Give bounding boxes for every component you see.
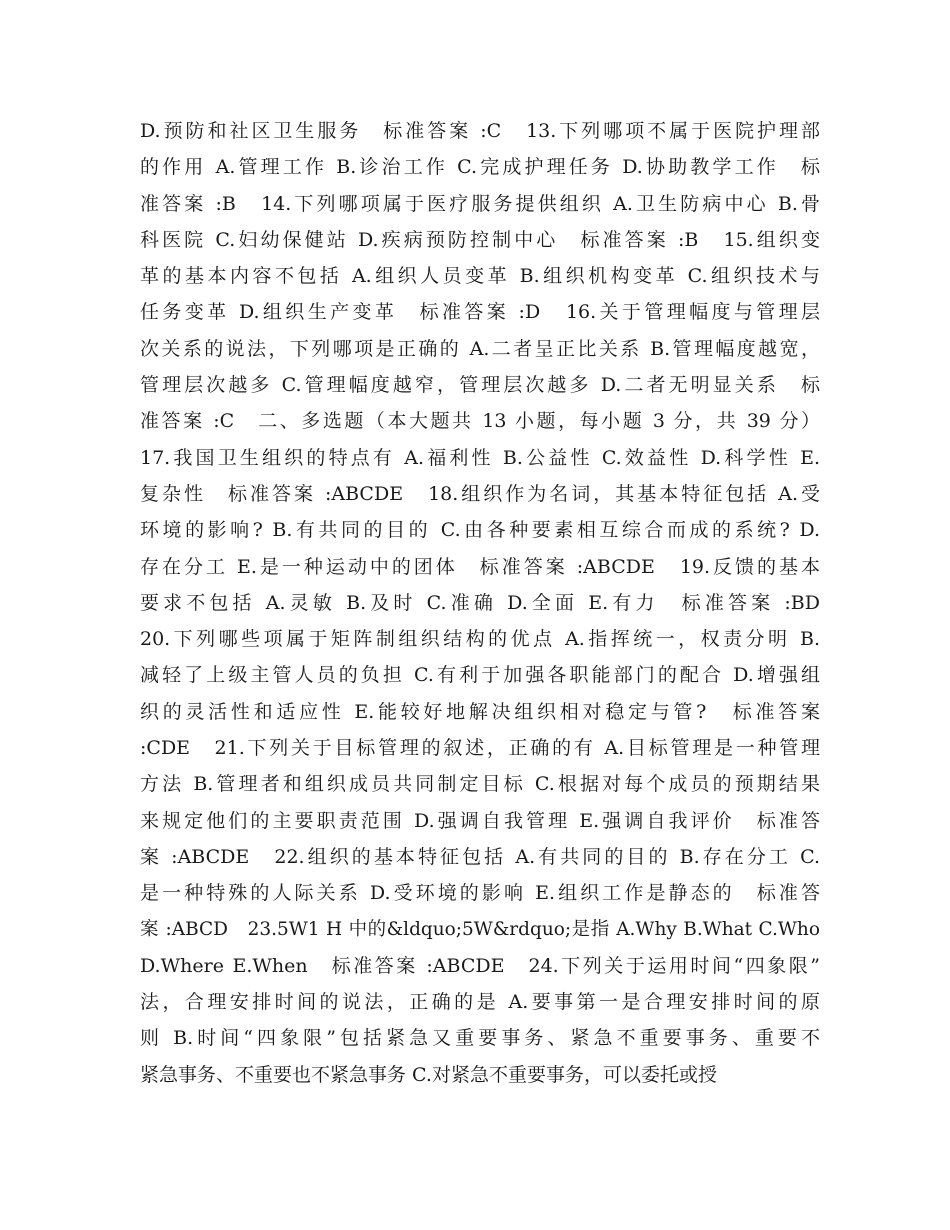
text-line: 的作用 A.管理工作 B.诊治工作 C.完成护理任务 D.协助教学工作 标 (140, 156, 820, 179)
text-line: 管理层次越多 C.管理幅度越窄，管理层次越多 D.二者无明显关系 标 (140, 374, 820, 397)
text-line: D.Where E.When 标准答案 :ABCDE 24.下列关于运用时间“四象限” (140, 954, 820, 977)
text-line: 来规定他们的主要职责范围 D.强调自我管理 E.强调自我评价 标准答 (140, 809, 820, 832)
text-line: 20.下列哪些项属于矩阵制组织结构的优点 A.指挥统一，权责分明 B. (140, 628, 820, 651)
text-line: 准答案 :B 14.下列哪项属于医疗服务提供组织 A.卫生防病中心 B.骨 (140, 192, 820, 215)
text-line: 科医院 C.妇幼保健站 D.疾病预防控制中心 标准答案 :B 15.组织变 (140, 228, 820, 251)
text-line: 案 :ABCDE 22.组织的基本特征包括 A.有共同的目的 B.存在分工 C. (140, 845, 820, 868)
text-line: 法，合理安排时间的说法，正确的是 A.要事第一是合理安排时间的原 (140, 991, 820, 1014)
text-line: 紧急事务、不重要也不紧急事务 C.对紧急不重要事务，可以委托或授 (140, 1063, 717, 1086)
text-line: 准答案 :C 二、多选题（本大题共 13 小题，每小题 3 分，共 39 分） (140, 410, 820, 433)
text-line: 要求不包括 A.灵敏 B.及时 C.准确 D.全面 E.有力 标准答案 :BD (140, 591, 820, 614)
document-body (140, 113, 820, 1093)
text-line: 则 B.时间“四象限”包括紧急又重要事务、紧急不重要事务、重要不 (140, 1027, 820, 1050)
text-line: 织的灵活性和适应性 E.能较好地解决组织相对稳定与管? 标准答案 (140, 700, 820, 723)
text-line: 次关系的说法，下列哪项是正确的 A.二者呈正比关系 B.管理幅度越宽， (140, 337, 820, 360)
text-line: :CDE 21.下列关于目标管理的叙述，正确的有 A.目标管理是一种管理 (140, 737, 820, 760)
text-line: 存在分工 E.是一种运动中的团体 标准答案 :ABCDE 19.反馈的基本 (140, 555, 820, 578)
text-line: 方法 B.管理者和组织成员共同制定目标 C.根据对每个成员的预期结果 (140, 773, 820, 796)
text-line: 17.我国卫生组织的特点有 A.福利性 B.公益性 C.效益性 D.科学性 E. (140, 446, 820, 469)
text-line: 革的基本内容不包括 A.组织人员变革 B.组织机构变革 C.组织技术与 (140, 265, 820, 288)
text-line: 任务变革 D.组织生产变革 标准答案 :D 16.关于管理幅度与管理层 (140, 301, 820, 324)
text-line: 环境的影响? B.有共同的目的 C.由各种要素相互综合而成的系统? D. (140, 519, 820, 542)
text-line: D.预防和社区卫生服务 标准答案 :C 13.下列哪项不属于医院护理部 (140, 120, 820, 142)
text-line: 案 :ABCD 23.5W1 H 中的&ldquo;5W&rdquo;是指 A.Why B.What C.Who (140, 918, 820, 940)
text-line: 复杂性 标准答案 :ABCDE 18.组织作为名词，其基本特征包括 A.受 (140, 482, 820, 505)
text-line: 减轻了上级主管人员的负担 C.有利于加强各职能部门的配合 D.增强组 (140, 664, 820, 687)
text-line: 是一种特殊的人际关系 D.受环境的影响 E.组织工作是静态的 标准答 (140, 882, 820, 905)
